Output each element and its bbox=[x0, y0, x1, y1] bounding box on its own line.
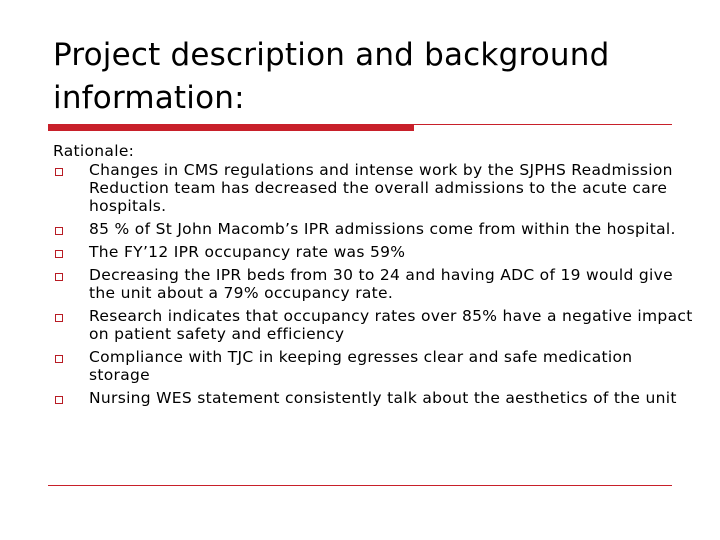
bullet-item bbox=[53, 307, 693, 343]
bullet-item bbox=[53, 266, 693, 302]
bullet-text: Decreasing the IPR beds from 30 to 24 and having ADC of 19 would give the unit about a 79% occupancy rate. bbox=[89, 266, 673, 302]
bullet-item bbox=[53, 161, 693, 215]
bullet-text: Nursing WES statement consistently talk about the aesthetics of the unit bbox=[89, 389, 677, 407]
bullet-text: 85 % of St John Macomb’s IPR admissions come from within the hospital. bbox=[89, 220, 676, 238]
slide-title bbox=[53, 34, 693, 120]
hollow-square-icon bbox=[55, 314, 63, 322]
title-underline bbox=[48, 124, 672, 126]
footer-divider bbox=[48, 485, 672, 486]
bullet-text: Research indicates that occupancy rates over 85% have a negative impact on patient safety and efficiency bbox=[89, 307, 693, 343]
bullet-item bbox=[53, 389, 693, 407]
bullet-item bbox=[53, 220, 693, 238]
bullet-list bbox=[53, 161, 693, 407]
bullet-text: Changes in CMS regulations and intense work by the SJPHS Readmission Reduction team has decreased the overall admissions to the acute care hospitals. bbox=[89, 161, 673, 215]
bullet-text: Compliance with TJC in keeping egresses clear and safe medication storage bbox=[89, 348, 633, 384]
slide-title-line-2: information: bbox=[53, 80, 245, 116]
title-underline-thick bbox=[48, 124, 414, 131]
hollow-square-icon bbox=[55, 227, 63, 235]
hollow-square-icon bbox=[55, 273, 63, 281]
slide-title-line-1: Project description and background bbox=[53, 37, 610, 73]
hollow-square-icon bbox=[55, 396, 63, 404]
bullet-item bbox=[53, 243, 693, 261]
hollow-square-icon bbox=[55, 168, 63, 176]
hollow-square-icon bbox=[55, 355, 63, 363]
bullet-text: The FY’12 IPR occupancy rate was 59% bbox=[89, 243, 406, 261]
rationale-label: Rationale: bbox=[53, 142, 135, 160]
slide-body bbox=[53, 142, 693, 412]
hollow-square-icon bbox=[55, 250, 63, 258]
bullet-item bbox=[53, 348, 693, 384]
